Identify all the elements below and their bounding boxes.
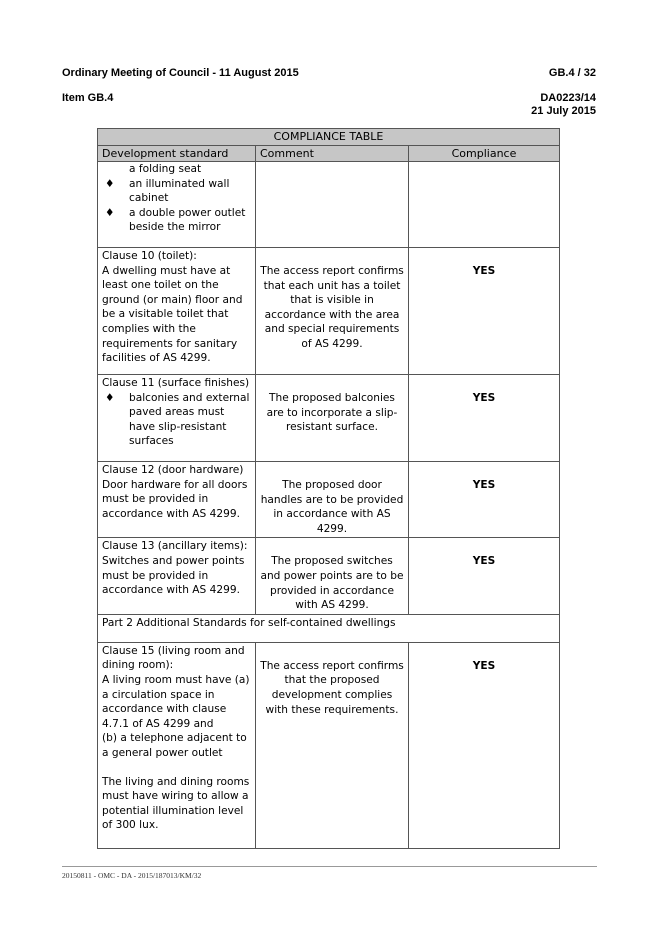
clause-heading: Clause 15 (living room and dining room):	[102, 644, 245, 672]
item-number: Item GB.4	[62, 92, 114, 104]
standard-cell	[98, 462, 256, 538]
table-row	[98, 614, 560, 642]
table-row	[98, 375, 560, 462]
comment-cell: The proposed balconies are to incorporate a slip-resistant surface.	[256, 375, 409, 462]
footer-reference: 20150811 - OMC - DA - 2015/187013/KM/32	[62, 871, 202, 880]
clause-heading: Clause 11 (surface finishes)	[102, 377, 250, 389]
clause-heading: Clause 12 (door hardware)	[102, 464, 244, 476]
page-reference: GB.4 / 32	[548, 67, 596, 79]
bullet-icon: ♦	[105, 177, 115, 190]
comment-cell: The access report confirms that each unit has a toilet that is visible in accordance with the area and special requirements of AS 4299.	[256, 248, 409, 375]
list-item: ♦ balconies and external paved areas must have slip-resistant surfaces	[105, 391, 250, 448]
standard-cell	[98, 162, 256, 248]
clause-heading: Clause 13 (ancillary items):	[102, 540, 248, 553]
comment-cell: The proposed switches and power points are to be provided in accordance with AS 4299.	[256, 538, 409, 614]
table-row	[98, 462, 560, 538]
column-header-comment: Comment	[256, 146, 409, 162]
standard-cell	[98, 538, 256, 614]
list-item: ♦ an illuminated wall cabinet	[105, 177, 230, 205]
column-header-compliance: Compliance	[409, 146, 560, 162]
report-date: 21 July 2015	[531, 105, 596, 117]
table-row	[98, 642, 560, 848]
clause-text: A living room must have (a) a circulation space in accordance with clause 4.7.1 of AS 4299 and	[102, 673, 250, 730]
comment-cell: The proposed door handles are to be provided in accordance with AS 4299.	[256, 462, 409, 538]
compliance-cell: YES	[409, 248, 560, 375]
clause-text: Door hardware for all doors must be provided in accordance with AS 4299.	[102, 478, 248, 520]
continued-line: a folding seat	[129, 163, 202, 175]
compliance-cell: YES	[409, 538, 560, 614]
list-item: ♦ a double power outlet beside the mirror	[105, 206, 246, 234]
compliance-cell: YES	[409, 642, 560, 848]
table-row	[98, 248, 560, 375]
standard-cell	[98, 248, 256, 375]
table-title: COMPLIANCE TABLE	[98, 129, 560, 146]
comment-cell: The access report confirms that the proposed development complies with these requirements.	[256, 642, 409, 848]
clause-text: Switches and power points must be provided in accordance with AS 4299.	[102, 554, 245, 597]
clause-text: A dwelling must have at least one toilet on the ground (or main) floor and be a visitable toilet that complies with the requirements for sanitary facilities of AS 4299.	[102, 264, 243, 365]
clause-text: The living and dining rooms must have wiring to allow a potential illumination level of 300 lux.	[102, 775, 250, 832]
comment-cell	[256, 162, 409, 248]
standard-cell	[98, 642, 256, 848]
table-row	[98, 538, 560, 614]
compliance-cell	[409, 162, 560, 248]
compliance-cell: YES	[409, 462, 560, 538]
part-heading: Part 2 Additional Standards for self-contained dwellings	[98, 614, 560, 642]
table-row	[98, 162, 560, 248]
da-number: DA0223/14	[540, 92, 596, 104]
da-reference	[531, 92, 596, 118]
standard-cell	[98, 375, 256, 462]
column-header-standard: Development standard	[98, 146, 256, 162]
bullet-icon: ♦	[105, 391, 115, 404]
compliance-table	[97, 128, 560, 849]
compliance-cell: YES	[409, 375, 560, 462]
clause-text: (b) a telephone adjacent to a general power outlet	[102, 732, 247, 759]
footer-divider	[62, 866, 597, 867]
clause-heading: Clause 10 (toilet):	[102, 250, 197, 262]
meeting-title: Ordinary Meeting of Council - 11 August 2015	[62, 67, 299, 79]
bullet-icon: ♦	[105, 206, 115, 219]
